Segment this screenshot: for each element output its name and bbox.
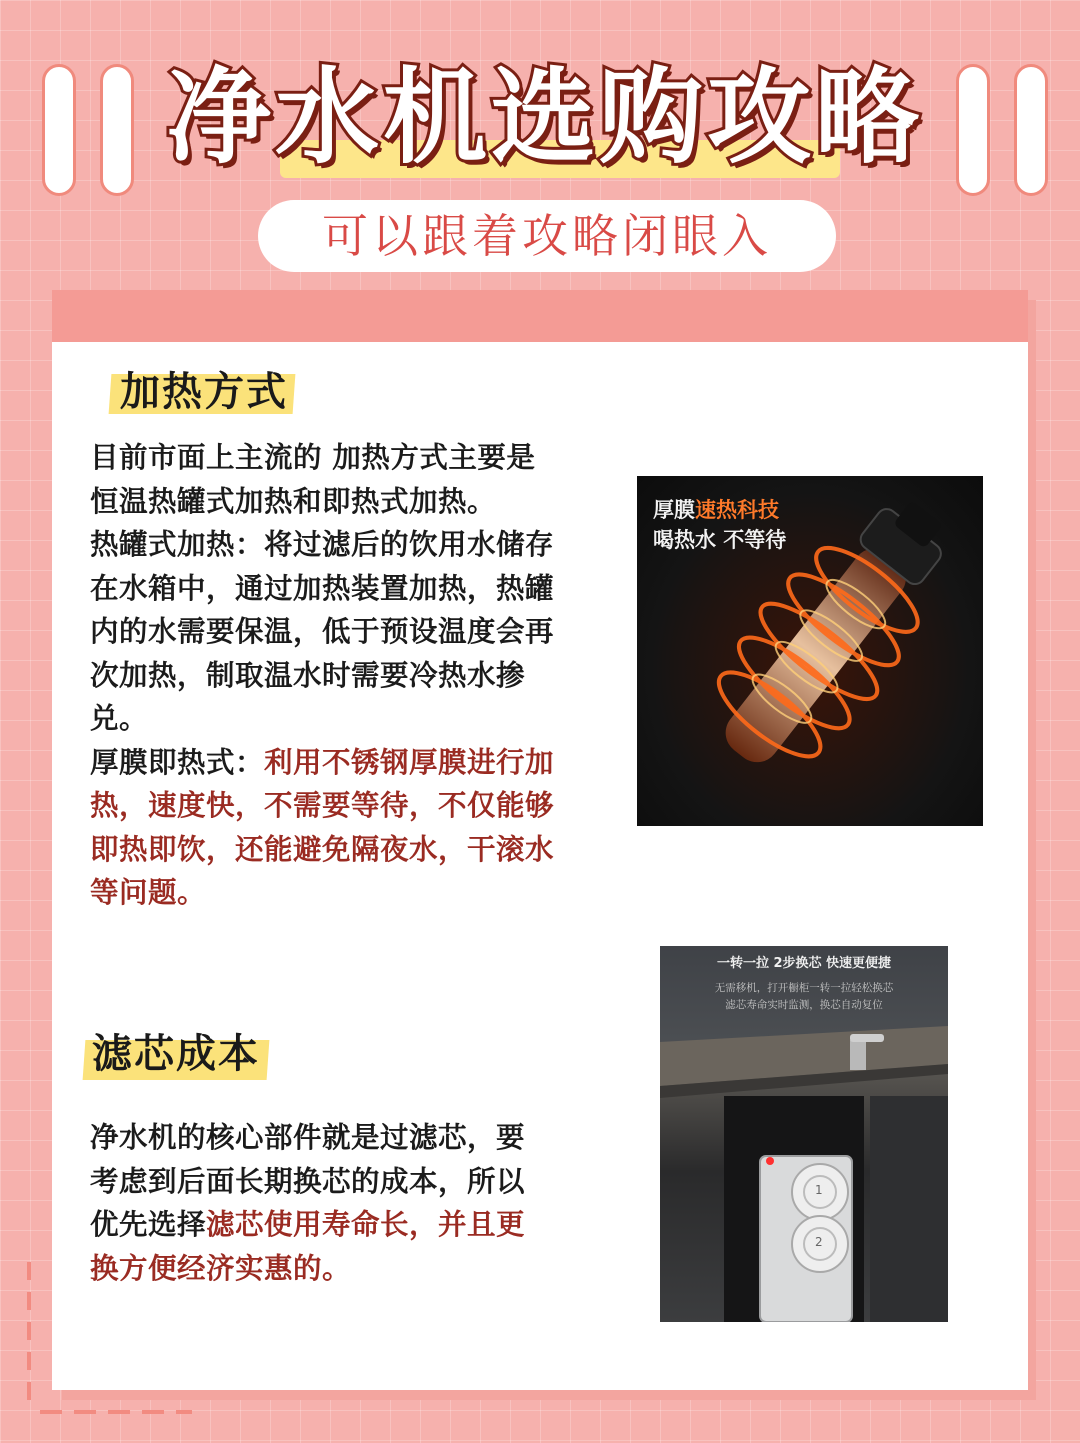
text-line: 热罐式加热：将过滤后的饮用水储存 — [90, 528, 555, 561]
knob-label-2: 2 — [815, 1235, 823, 1249]
image-caption-line1: 一转一拉 2步换芯 快速更便捷 — [716, 956, 892, 971]
text-line: 净水机的核心部件就是过滤芯，要 — [90, 1121, 526, 1154]
decor-pill-left-2 — [100, 64, 134, 196]
image-caption-line1: 厚膜速热科技 — [653, 498, 779, 522]
decor-dash-horizontal — [40, 1410, 192, 1414]
text-line-highlight: 热，速度快，不需要等待，不仅能够 — [90, 789, 555, 822]
text-line: 兑。 — [90, 702, 149, 735]
text-line: 内的水需要保温，低于预设温度会再 — [90, 615, 555, 648]
page-subtitle: 可以跟着攻略闭眼入 — [258, 200, 836, 272]
heating-tube-image — [637, 476, 983, 826]
film-label: 厚膜即热式： — [90, 745, 265, 779]
image-caption-line2: 喝热水 不等待 — [653, 528, 787, 552]
text-plain: 优先选择 — [90, 1208, 207, 1241]
section-text-filter — [90, 1116, 560, 1290]
text-line: 目前市面上主流的 加热方式主要是 — [90, 441, 536, 474]
text-line-mixed — [90, 1203, 560, 1247]
text-line-highlight: 等问题。 — [90, 876, 207, 909]
decor-dash-vertical — [27, 1262, 31, 1412]
knob-label-1: 1 — [815, 1183, 823, 1197]
decor-pill-right-1 — [956, 64, 990, 196]
text-line: 考虑到后面长期换芯的成本，所以 — [90, 1164, 526, 1198]
film-highlight: 利用不锈钢厚膜进行加 — [264, 745, 555, 779]
text-line: 次加热，制取温水时需要冷热水掺 — [90, 658, 526, 692]
decor-pill-left-1 — [42, 64, 76, 196]
card-top-band — [52, 290, 1028, 342]
section-heading-heating: 加热方式 — [120, 369, 288, 415]
purifier-image — [660, 946, 948, 1322]
image-caption-sub: 无需移机，打开橱柜一转一拉轻松换芯 滤芯寿命实时监测，换芯自动复位 — [714, 982, 894, 1011]
text-line: 恒温热罐式加热和即热式加热。 — [90, 484, 497, 518]
text-line: 在水箱中，通过加热装置加热，热罐 — [90, 571, 555, 605]
page-title: 净水机选购攻略 — [166, 56, 923, 178]
decor-pill-right-2 — [1014, 64, 1048, 196]
section-text-heating — [90, 436, 600, 915]
text-line-highlight: 换方便经济实惠的。 — [90, 1251, 352, 1285]
section-heading-filter: 滤芯成本 — [92, 1031, 260, 1077]
text-line-film — [90, 741, 600, 785]
text-line-highlight: 即热即饮，还能避免隔夜水，干滚水 — [90, 832, 555, 866]
text-highlight: 滤芯使用寿命长，并且更 — [206, 1208, 526, 1241]
